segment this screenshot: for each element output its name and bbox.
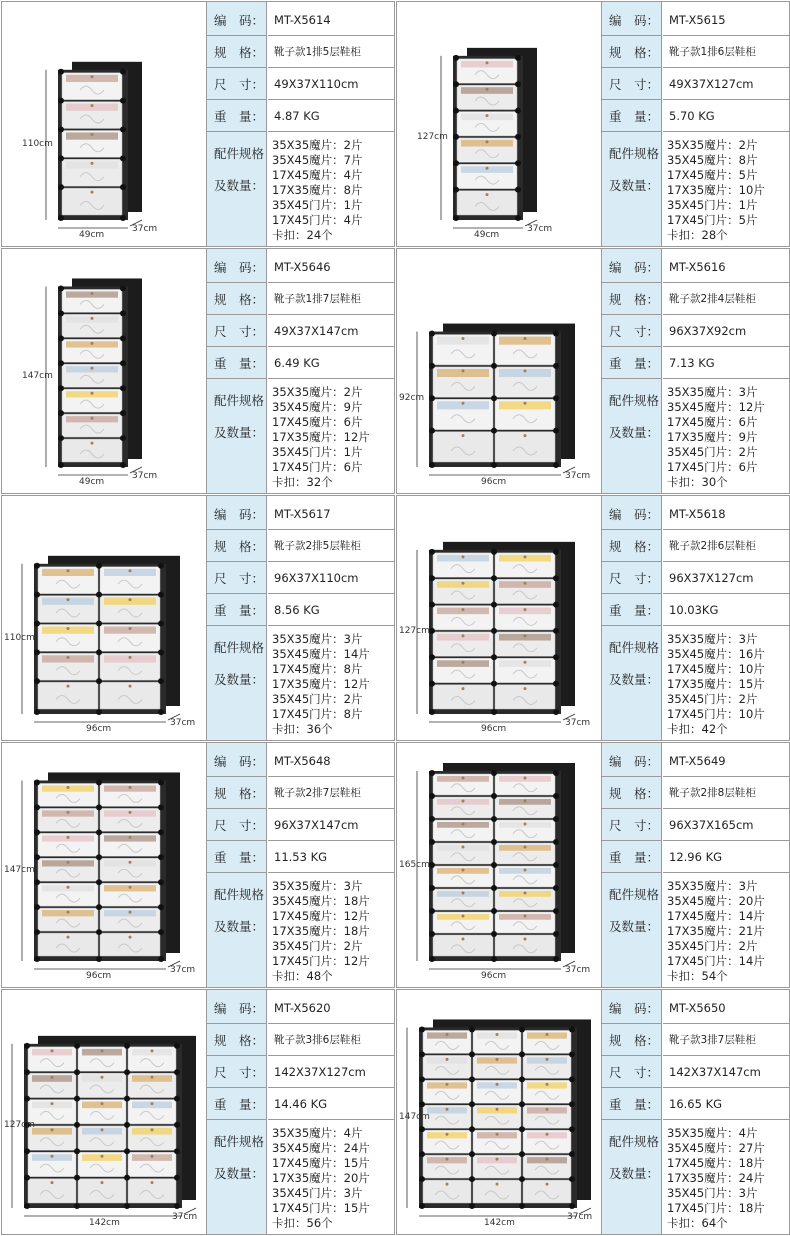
parts-item: 17X45魔片：6片	[667, 415, 758, 429]
size-label: 尺 寸：	[207, 562, 266, 594]
product-photo	[2, 496, 207, 740]
size-label: 尺 寸：	[602, 562, 661, 594]
product-spec: 靴子款2排5层鞋柜	[268, 530, 394, 562]
parts-item: 35X45门片：1片	[272, 445, 363, 459]
parts-label-line-1: 配件规格	[609, 393, 660, 408]
height-dimension: 147cm	[399, 1111, 430, 1122]
parts-item: 卡扣：54个	[667, 969, 728, 983]
parts-list	[272, 879, 370, 984]
product-weight: 6.49 KG	[268, 347, 394, 379]
parts-item: 17X45魔片：5片	[667, 168, 758, 182]
depth-dimension: 37cm	[565, 718, 591, 728]
parts-list	[667, 385, 765, 490]
parts-label-line-1: 配件规格	[214, 640, 265, 655]
shoe-cabinet-illustration	[397, 496, 602, 740]
parts-item: 35X35魔片：3片	[272, 632, 363, 646]
spec-label: 规 格：	[602, 1024, 661, 1056]
spec-label: 规 格：	[602, 283, 661, 315]
parts-item: 35X45魔片：20片	[667, 894, 765, 908]
parts-list	[272, 138, 362, 243]
parts-item: 17X35魔片：21片	[667, 924, 765, 938]
parts-item: 35X45门片：3片	[272, 1186, 363, 1200]
parts-item: 17X45门片：5片	[667, 213, 758, 227]
product-card	[1, 742, 395, 988]
parts-item: 35X35魔片：3片	[272, 879, 363, 893]
product-size: 142X37X127cm	[268, 1056, 394, 1088]
product-spec: 靴子款1排7层鞋柜	[268, 283, 394, 315]
parts-label	[609, 879, 659, 943]
spec-labels	[207, 743, 267, 987]
shoe-cabinet-illustration	[2, 990, 207, 1234]
product-photo	[2, 743, 207, 987]
parts-item: 35X45门片：2片	[272, 692, 363, 706]
product-code: MT-X5649	[663, 745, 789, 777]
product-code: MT-X5650	[663, 992, 789, 1024]
parts-item: 卡扣：32个	[272, 475, 333, 489]
spec-labels	[602, 990, 662, 1234]
width-dimension: 142cm	[89, 1218, 120, 1228]
parts-label	[214, 138, 264, 202]
spec-label: 规 格：	[207, 777, 266, 809]
weight-label: 重 量：	[602, 841, 661, 873]
spec-values	[268, 249, 394, 493]
parts-item: 35X45门片：1片	[667, 198, 758, 212]
parts-item: 17X45魔片：15片	[272, 1156, 370, 1170]
weight-label: 重 量：	[207, 594, 266, 626]
parts-item: 35X45魔片：18片	[272, 894, 370, 908]
depth-dimension: 37cm	[132, 471, 158, 481]
product-spec: 靴子款3排7层鞋柜	[663, 1024, 789, 1056]
spec-values	[663, 2, 789, 246]
parts-item: 17X35魔片：10片	[667, 183, 765, 197]
parts-label-line-2: 及数量：	[214, 425, 265, 440]
parts-item: 35X45魔片：14片	[272, 647, 370, 661]
parts-item: 35X35魔片：2片	[667, 138, 758, 152]
parts-item: 35X45门片：2片	[272, 939, 363, 953]
parts-label-line-2: 及数量：	[609, 919, 660, 934]
product-size: 49X37X110cm	[268, 68, 394, 100]
size-label: 尺 寸：	[207, 68, 266, 100]
parts-item: 17X35魔片：24片	[667, 1171, 765, 1185]
spec-values	[663, 249, 789, 493]
product-card	[396, 989, 790, 1235]
code-label: 编 码：	[207, 251, 266, 283]
depth-dimension: 37cm	[172, 1212, 198, 1222]
code-label: 编 码：	[602, 498, 661, 530]
code-label: 编 码：	[602, 251, 661, 283]
product-code: MT-X5617	[268, 498, 394, 530]
product-card	[396, 248, 790, 494]
spec-values	[268, 496, 394, 740]
parts-item: 35X45魔片：16片	[667, 647, 765, 661]
product-photo	[2, 990, 207, 1234]
parts-item: 35X35魔片：2片	[272, 138, 363, 152]
size-label: 尺 寸：	[207, 1056, 266, 1088]
product-size: 96X37X165cm	[663, 809, 789, 841]
height-dimension: 110cm	[22, 138, 53, 149]
product-size: 49X37X147cm	[268, 315, 394, 347]
product-photo	[397, 743, 602, 987]
product-spec: 靴子款1排5层鞋柜	[268, 36, 394, 68]
parts-item: 17X45魔片：6片	[272, 415, 363, 429]
parts-label	[609, 138, 659, 202]
parts-item: 17X45门片：14片	[667, 954, 765, 968]
parts-item: 17X35魔片：8片	[272, 183, 363, 197]
depth-dimension: 37cm	[170, 965, 196, 975]
weight-label: 重 量：	[602, 347, 661, 379]
parts-list	[667, 632, 765, 737]
shoe-cabinet-illustration	[397, 249, 602, 493]
width-dimension: 49cm	[474, 230, 500, 240]
parts-item: 35X35魔片：4片	[667, 1126, 758, 1140]
parts-item: 17X35魔片：12片	[272, 677, 370, 691]
spec-labels	[602, 249, 662, 493]
height-dimension: 165cm	[399, 860, 430, 870]
shoe-cabinet-illustration	[2, 2, 207, 246]
product-spec: 靴子款1排6层鞋柜	[663, 36, 789, 68]
weight-label: 重 量：	[207, 841, 266, 873]
parts-label	[214, 385, 264, 449]
parts-item: 17X45门片：10片	[667, 707, 765, 721]
parts-item: 35X45魔片：7片	[272, 153, 363, 167]
parts-item: 35X45魔片：27片	[667, 1141, 765, 1155]
parts-item: 35X35魔片：3片	[667, 385, 758, 399]
product-size: 96X37X92cm	[663, 315, 789, 347]
parts-label-line-1: 配件规格	[214, 393, 265, 408]
product-weight: 14.46 KG	[268, 1088, 394, 1120]
spec-label: 规 格：	[602, 36, 661, 68]
parts-item: 卡扣：64个	[667, 1216, 728, 1230]
product-card	[1, 248, 395, 494]
parts-label-line-1: 配件规格	[609, 640, 660, 655]
spec-labels	[602, 2, 662, 246]
product-size: 96X37X110cm	[268, 562, 394, 594]
product-size: 142X37X147cm	[663, 1056, 789, 1088]
spec-labels	[602, 496, 662, 740]
height-dimension: 147cm	[22, 370, 53, 381]
product-weight: 11.53 KG	[268, 841, 394, 873]
weight-label: 重 量：	[602, 1088, 661, 1120]
parts-item: 17X45魔片：18片	[667, 1156, 765, 1170]
spec-label: 规 格：	[207, 530, 266, 562]
product-weight: 4.87 KG	[268, 100, 394, 132]
product-card	[396, 495, 790, 741]
parts-item: 卡扣：28个	[667, 228, 728, 242]
code-label: 编 码：	[207, 498, 266, 530]
width-dimension: 49cm	[79, 477, 105, 487]
parts-label	[609, 1126, 659, 1190]
parts-label-line-1: 配件规格	[214, 146, 265, 161]
parts-item: 17X45门片：12片	[272, 954, 370, 968]
parts-item: 卡扣：24个	[272, 228, 333, 242]
parts-item: 17X45门片：6片	[272, 460, 363, 474]
product-spec: 靴子款2排8层鞋柜	[663, 777, 789, 809]
product-code: MT-X5614	[268, 4, 394, 36]
parts-label-line-1: 配件规格	[609, 146, 660, 161]
shoe-cabinet-illustration	[2, 496, 207, 740]
parts-item: 35X45门片：2片	[667, 692, 758, 706]
product-photo	[397, 990, 602, 1234]
parts-item: 17X35魔片：18片	[272, 924, 370, 938]
product-spec: 靴子款2排7层鞋柜	[268, 777, 394, 809]
code-label: 编 码：	[602, 4, 661, 36]
product-spec: 靴子款3排6层鞋柜	[268, 1024, 394, 1056]
product-code: MT-X5615	[663, 4, 789, 36]
product-photo	[397, 496, 602, 740]
product-code: MT-X5620	[268, 992, 394, 1024]
code-label: 编 码：	[602, 745, 661, 777]
product-size: 96X37X127cm	[663, 562, 789, 594]
spec-label: 规 格：	[207, 36, 266, 68]
parts-item: 17X45魔片：8片	[272, 662, 363, 676]
width-dimension: 96cm	[481, 724, 507, 734]
height-dimension: 127cm	[417, 131, 448, 142]
width-dimension: 96cm	[86, 724, 112, 734]
spec-values	[663, 990, 789, 1234]
product-weight: 10.03KG	[663, 594, 789, 626]
parts-item: 35X45魔片：8片	[667, 153, 758, 167]
weight-label: 重 量：	[207, 100, 266, 132]
product-code: MT-X5618	[663, 498, 789, 530]
parts-label-line-2: 及数量：	[214, 178, 265, 193]
code-label: 编 码：	[207, 992, 266, 1024]
product-weight: 8.56 KG	[268, 594, 394, 626]
product-weight: 7.13 KG	[663, 347, 789, 379]
parts-label-line-2: 及数量：	[214, 672, 265, 687]
size-label: 尺 寸：	[602, 809, 661, 841]
product-card	[1, 989, 395, 1235]
parts-item: 35X35魔片：2片	[272, 385, 363, 399]
height-dimension: 127cm	[4, 1119, 35, 1130]
code-label: 编 码：	[207, 745, 266, 777]
product-photo	[397, 249, 602, 493]
parts-list	[667, 879, 765, 984]
parts-item: 17X45魔片：14片	[667, 909, 765, 923]
parts-item: 17X45门片：18片	[667, 1201, 765, 1215]
width-dimension: 49cm	[79, 230, 105, 240]
height-dimension: 127cm	[399, 625, 430, 636]
product-size: 96X37X147cm	[268, 809, 394, 841]
product-code: MT-X5646	[268, 251, 394, 283]
size-label: 尺 寸：	[602, 315, 661, 347]
depth-dimension: 37cm	[170, 718, 196, 728]
parts-item: 17X45魔片：10片	[667, 662, 765, 676]
height-dimension: 92cm	[399, 393, 425, 404]
shoe-cabinet-illustration	[397, 2, 602, 246]
parts-label-line-2: 及数量：	[609, 1166, 660, 1181]
depth-dimension: 37cm	[527, 224, 553, 234]
product-card	[1, 1, 395, 247]
parts-item: 35X45魔片：12片	[667, 400, 765, 414]
parts-label-line-1: 配件规格	[214, 1134, 265, 1149]
parts-label	[609, 632, 659, 696]
parts-item: 35X45门片：2片	[667, 939, 758, 953]
parts-item: 卡扣：42个	[667, 722, 728, 736]
product-weight: 5.70 KG	[663, 100, 789, 132]
weight-label: 重 量：	[602, 594, 661, 626]
spec-label: 规 格：	[602, 777, 661, 809]
product-weight: 16.65 KG	[663, 1088, 789, 1120]
width-dimension: 96cm	[86, 971, 112, 981]
product-photo	[2, 2, 207, 246]
product-card	[396, 1, 790, 247]
size-label: 尺 寸：	[602, 1056, 661, 1088]
product-photo	[2, 249, 207, 493]
parts-item: 卡扣：48个	[272, 969, 333, 983]
width-dimension: 96cm	[481, 477, 507, 487]
product-code: MT-X5648	[268, 745, 394, 777]
product-spec: 靴子款2排4层鞋柜	[663, 283, 789, 315]
parts-item: 35X45魔片：9片	[272, 400, 363, 414]
parts-item: 17X45魔片：4片	[272, 168, 363, 182]
code-label: 编 码：	[602, 992, 661, 1024]
parts-item: 35X35魔片：4片	[272, 1126, 363, 1140]
parts-item: 35X45门片：1片	[272, 198, 363, 212]
parts-list	[272, 632, 370, 737]
parts-item: 卡扣：36个	[272, 722, 333, 736]
parts-label	[214, 632, 264, 696]
depth-dimension: 37cm	[565, 965, 591, 975]
parts-label	[214, 879, 264, 943]
parts-item: 17X45门片：8片	[272, 707, 363, 721]
parts-item: 17X35魔片：20片	[272, 1171, 370, 1185]
spec-labels	[207, 990, 267, 1234]
parts-item: 17X45门片：15片	[272, 1201, 370, 1215]
spec-labels	[602, 743, 662, 987]
parts-label-line-2: 及数量：	[214, 919, 265, 934]
size-label: 尺 寸：	[207, 315, 266, 347]
parts-item: 17X35魔片：12片	[272, 430, 370, 444]
width-dimension: 142cm	[484, 1218, 515, 1228]
parts-label-line-1: 配件规格	[609, 1134, 660, 1149]
size-label: 尺 寸：	[602, 68, 661, 100]
parts-item: 35X35魔片：3片	[667, 879, 758, 893]
parts-item: 35X45门片：3片	[667, 1186, 758, 1200]
depth-dimension: 37cm	[567, 1212, 593, 1222]
parts-item: 35X45魔片：24片	[272, 1141, 370, 1155]
depth-dimension: 37cm	[132, 224, 158, 234]
spec-label: 规 格：	[207, 1024, 266, 1056]
product-spec: 靴子款2排6层鞋柜	[663, 530, 789, 562]
parts-item: 17X45门片：6片	[667, 460, 758, 474]
parts-list	[667, 138, 765, 243]
spec-label: 规 格：	[207, 283, 266, 315]
weight-label: 重 量：	[207, 347, 266, 379]
parts-item: 35X45门片：2片	[667, 445, 758, 459]
code-label: 编 码：	[207, 4, 266, 36]
height-dimension: 147cm	[4, 864, 35, 875]
parts-list	[272, 1126, 370, 1231]
parts-label-line-2: 及数量：	[609, 425, 660, 440]
spec-values	[663, 496, 789, 740]
weight-label: 重 量：	[207, 1088, 266, 1120]
parts-label-line-2: 及数量：	[609, 672, 660, 687]
parts-list	[667, 1126, 765, 1231]
depth-dimension: 37cm	[565, 471, 591, 481]
spec-values	[268, 743, 394, 987]
product-size: 49X37X127cm	[663, 68, 789, 100]
spec-labels	[207, 249, 267, 493]
spec-labels	[207, 2, 267, 246]
parts-label-line-2: 及数量：	[609, 178, 660, 193]
size-label: 尺 寸：	[207, 809, 266, 841]
spec-label: 规 格：	[602, 530, 661, 562]
parts-item: 17X35魔片：15片	[667, 677, 765, 691]
width-dimension: 96cm	[481, 971, 507, 981]
parts-item: 17X45门片：4片	[272, 213, 363, 227]
product-code: MT-X5616	[663, 251, 789, 283]
parts-item: 17X45魔片：12片	[272, 909, 370, 923]
spec-values	[268, 990, 394, 1234]
height-dimension: 110cm	[4, 632, 35, 643]
product-card	[396, 742, 790, 988]
parts-label-line-1: 配件规格	[609, 887, 660, 902]
spec-values	[663, 743, 789, 987]
spec-values	[268, 2, 394, 246]
parts-list	[272, 385, 370, 490]
parts-item: 35X35魔片：3片	[667, 632, 758, 646]
weight-label: 重 量：	[602, 100, 661, 132]
parts-label-line-2: 及数量：	[214, 1166, 265, 1181]
product-weight: 12.96 KG	[663, 841, 789, 873]
parts-item: 卡扣：56个	[272, 1216, 333, 1230]
parts-label	[609, 385, 659, 449]
parts-label-line-1: 配件规格	[214, 887, 265, 902]
parts-item: 17X35魔片：9片	[667, 430, 758, 444]
product-card	[1, 495, 395, 741]
product-photo	[397, 2, 602, 246]
parts-item: 卡扣：30个	[667, 475, 728, 489]
spec-labels	[207, 496, 267, 740]
parts-label	[214, 1126, 264, 1190]
